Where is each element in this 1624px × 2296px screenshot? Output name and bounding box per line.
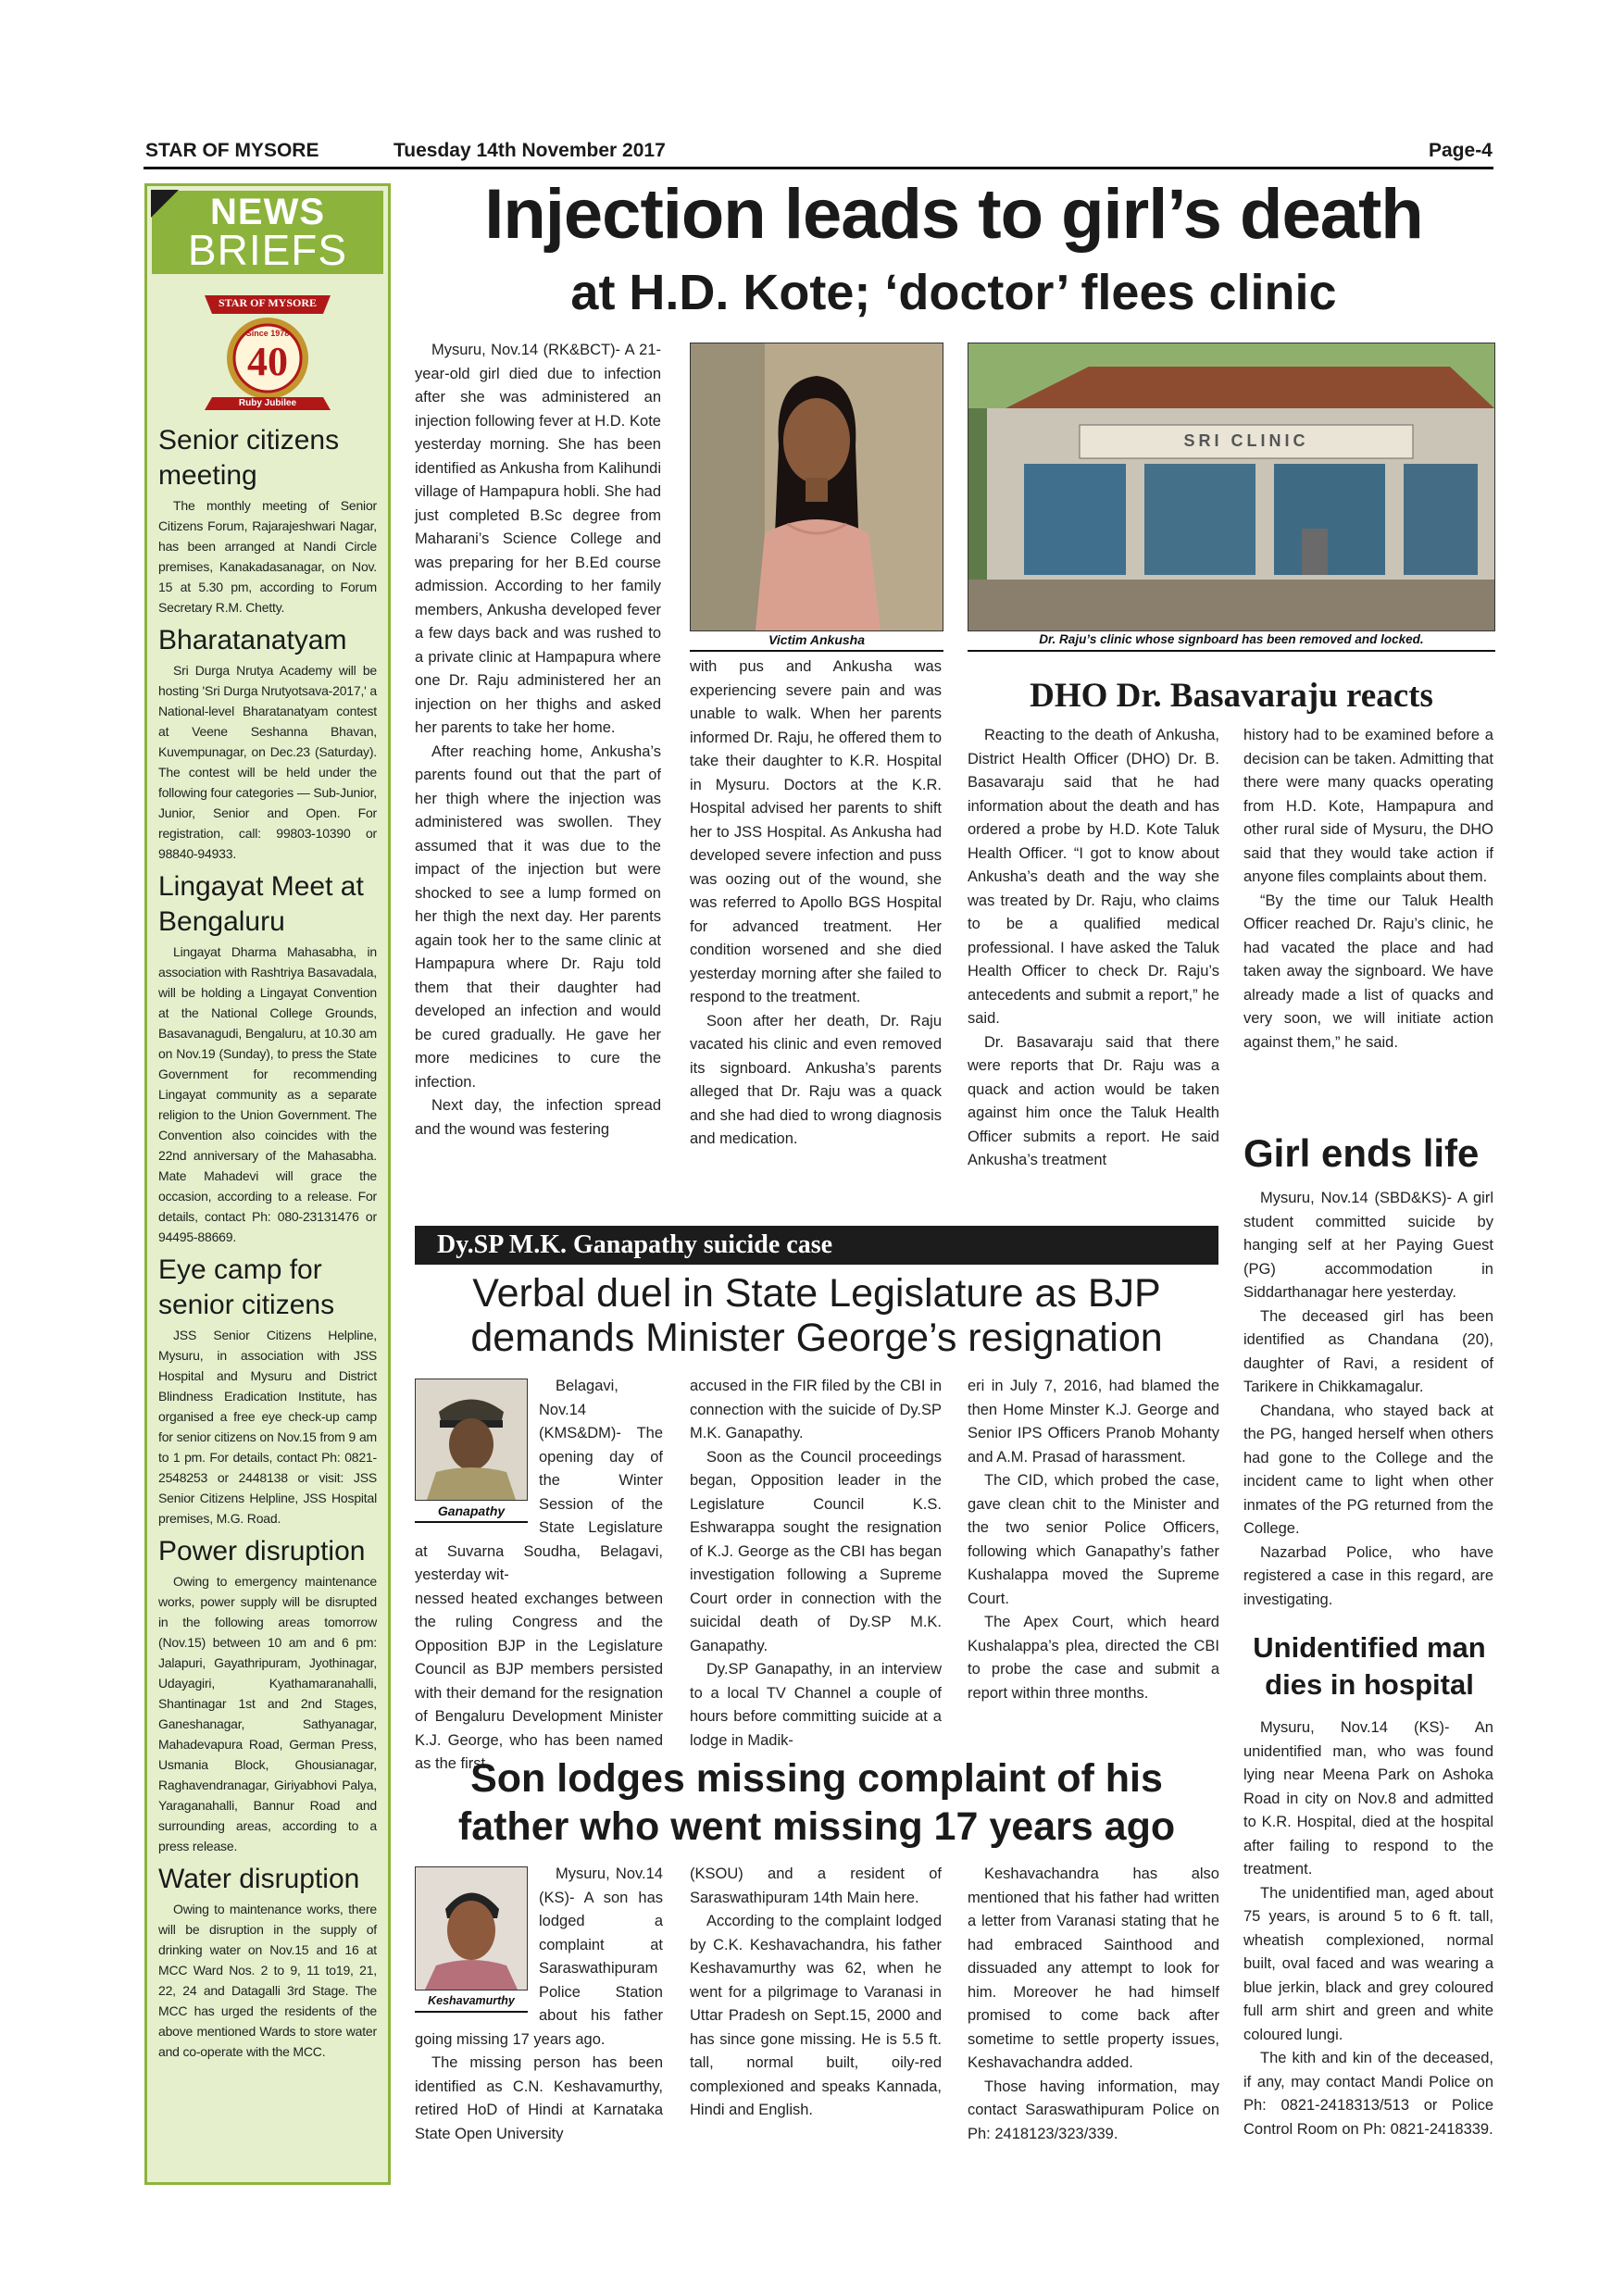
article-paragraph: The missing person has been identified as C.N. Keshavamurthy, retired HoD of Hindi at Karnataka State Open University bbox=[415, 2054, 663, 2142]
article-paragraph: Reacting to the death of Ankusha, District Health Officer (DHO) Dr. B. Basavaraju said that he had information about the death and has ordered a probe by H.D. Kote Taluk Health Officer. “I got to know about Ankusha’s death and the way she was treated by Dr. Raju, who claims to be a qualified medical professional. I have asked the Taluk Health Officer to check Dr. Raju’s antecedents and submit a report,” he said. bbox=[968, 727, 1219, 1027]
logo-since-text: Since 1978 bbox=[245, 329, 290, 338]
article-paragraph: Belagavi, Nov.14 (KMS&DM)- The opening day of the Winter Session of the State Legislature at Suvarna Soudha, Belagavi, yesterday wit- bbox=[415, 1378, 663, 1583]
article-paragraph: The kith and kin of the deceased, if any, may contact Mandi Police on Ph: 0821-2418313/513 or Police Control Room on Ph: 0821-2418339. bbox=[1243, 2050, 1493, 2138]
ganapathy-headline-line2: demands Minister George’s resignation bbox=[470, 1316, 1163, 1360]
article-paragraph: After reaching home, Ankusha’s parents found out that the part of her thigh where the injection was administered was swollen. They assumed that it was due to the impact of the injection but were shocked to see a lump formed on her thigh the next day. Her parents again took her to the same clinic at Hampapura where Dr. Raju told them that their daughter had developed an infection and would be cured gradually. He gave her more medicines to cure the infection. bbox=[415, 742, 661, 1091]
dho-headline: DHO Dr. Basavaraju reacts bbox=[1030, 677, 1433, 715]
lead-column-1 bbox=[415, 339, 661, 1142]
masthead-rule bbox=[144, 167, 1493, 169]
article-paragraph: Those having information, may contact Saraswathipuram Police on Ph: 2418123/323/339. bbox=[968, 2078, 1219, 2142]
brief-body: JSS Senior Citizens Helpline, Mysuru, in association with JSS Hospital and Mysuru and District Blindness Eradication Institute, has organised a free eye check-up camp for senior citizens on Nov.15 from 9 am to 1 pm. For details, contact Ph: 0821-2548253 or 2448138 or visit: JSS Senior Citizens Helpline, JSS Hospital premises, M.G. Road. bbox=[158, 1328, 377, 1526]
brief-item bbox=[158, 423, 377, 618]
article-paragraph: Nazarbad Police, who have registered a case in this regard, are investigating. bbox=[1243, 1543, 1493, 1608]
masthead-page-number: Page-4 bbox=[1429, 140, 1493, 161]
ganapathy-column-3 bbox=[968, 1375, 1219, 1705]
lead-subheadline: at H.D. Kote; ‘doctor’ flees clinic bbox=[570, 265, 1337, 320]
victim-photo-caption: Victim Ankusha bbox=[690, 630, 943, 652]
unidentified-headline-line2: dies in hospital bbox=[1265, 1668, 1474, 1701]
ganapathy-photo-caption: Ganapathy bbox=[415, 1501, 528, 1523]
news-briefs-title-box bbox=[152, 191, 383, 274]
article-paragraph: The unidentified man, aged about 75 years, is around 5 to 6 ft. tall, wheatish complexioned, normal built, oval faced and was wearing a blue jerkin, black and grey coloured full arm shirt and green and white coloured lungi. bbox=[1243, 1884, 1493, 2043]
brief-body: Lingayat Dharma Mahasabha, in association with Rashtriya Basavadala, will be holding a Lingayat Convention at the National College Grounds, Basavanagudi, Bengaluru, at 10.30 am on Nov.19 (Sunday), to press the State Government for recommending Lingayat community as a separate religion to the Union Government. The Convention also coincides with the 22nd anniversary of the Mahasabha. Mate Mahadevi will grace the occasion, according to a release. For details, contact Ph: 080-23131476 or 94495-88669. bbox=[158, 944, 377, 1244]
ganapathy-kicker: Dy.SP M.K. Ganapathy suicide case bbox=[415, 1226, 1218, 1265]
news-briefs-list bbox=[158, 418, 377, 2062]
article-paragraph: According to the complaint lodged by C.K. Keshavachandra, his father Keshavamurthy was 62, when he went for a pilgrimage to Varanasi in Uttar Pradesh on Sept.15, 2000 and has since gone missing. He is 5.5 ft. tall, normal built, oily-red complexioned and speaks Kannada, Hindi and English. bbox=[690, 1913, 942, 2118]
article-paragraph: Keshavachandra has also mentioned that his father had written a letter from Varanasi stating that he had embraced Sainthood and dissuaded any attempt to look for him. Moreover he had himself promised to come back after sometime to settle property issues, Keshavachandra added. bbox=[968, 1866, 1219, 2071]
missing-headline-line1: Son lodges missing complaint of his bbox=[470, 1756, 1163, 1801]
article-paragraph: with pus and Ankusha was experiencing severe pain and was unable to walk. When her parents informed Dr. Raju, he offered them to take their daughter to K.R. Hospital in Mysuru. Doctors at the K.R. Hospital advised her parents to shift her to JSS Hospital. As Ankusha had developed severe infection and puss was oozing out of the wound, she was referred to Apollo BGS Hospital for advanced treatment. Her condition worsened and she died yesterday morning after she failed to respond to the treatment. bbox=[690, 658, 942, 1005]
victim-portrait-image bbox=[691, 343, 943, 630]
article-paragraph: history had to be examined before a decision can be taken. Admitting that there were many quacks operating from H.D. Kote, Hampapura and other rural side of Mysuru, the DHO said that they would take action if anyone files complaints about them. bbox=[1243, 727, 1493, 885]
brief-item bbox=[158, 1862, 377, 2062]
article-paragraph: Chandana, who stayed back at the PG, hanged herself when others had gone to the College and the incident came to light when other inmates of the PG returned from the College. bbox=[1243, 1402, 1493, 1537]
lead-headline: Injection leads to girl’s death bbox=[484, 175, 1423, 254]
masthead-date: Tuesday 14th November 2017 bbox=[394, 140, 666, 161]
brief-title: Eye camp for senior citizens bbox=[158, 1254, 335, 1320]
dho-column-2 bbox=[1243, 724, 1493, 1054]
article-paragraph: “By the time our Taluk Health Officer reached Dr. Raju’s clinic, he had vacated the place and had taken away the signboard. We have already made a list of quacks and very soon, we will initiate action against them,” he said. bbox=[1243, 892, 1493, 1051]
article-paragraph: The CID, which probed the case, gave clean chit to the Minister and the two senior Police Officers, following which Ganapathy’s father Kushalappa moved the Supreme Court. bbox=[968, 1472, 1219, 1607]
clinic-photo-caption: Dr. Raju’s clinic whose signboard has been removed and locked. bbox=[968, 630, 1495, 652]
brief-item bbox=[158, 869, 377, 1247]
news-briefs-title-line2: BRIEFS bbox=[187, 226, 348, 274]
article-paragraph: Dr. Basavaraju said that there were reports that Dr. Raju was a quack and action would be taken against him once the Taluk Health Officer submits a report. He said Ankusha’s treatment bbox=[968, 1033, 1219, 1168]
brief-title: Power disruption bbox=[158, 1536, 366, 1566]
brief-title: Water disruption bbox=[158, 1864, 360, 1894]
article-paragraph: Mysuru, Nov.14 (SBD&KS)- A girl student committed suicide by hanging self at her Paying Guest (PG) accommodation in Siddarthanagar here yesterday. bbox=[1243, 1190, 1493, 1301]
lead-column-2 bbox=[690, 655, 942, 1152]
missing-column-2 bbox=[690, 1863, 942, 2123]
article-paragraph: Dy.SP Ganapathy, in an interview to a local TV Channel a couple of hours before committing suicide at a lodge in Madik- bbox=[690, 1661, 942, 1749]
ganapathy-photo-block bbox=[415, 1379, 530, 1525]
missing-column-1 bbox=[415, 1863, 663, 2146]
keshavamurthy-photo bbox=[415, 1866, 528, 1990]
news-briefs-title-line1: NEWS bbox=[210, 192, 325, 232]
brief-item bbox=[158, 623, 377, 864]
ganapathy-portrait-image bbox=[416, 1379, 527, 1500]
brief-body: Sri Durga Nrutya Academy will be hosting 'Sri Durga Nrutyotsava-2017,' a National-level Bharatanatyam contest at Veene Seshanna Bhavan, Kuvempunagar, on Dec.23 (Saturday). The contest will be held under the following four categories — Sub-Junior, Junior, Senior and Open. For registration, call: 99803-10390 or 98840-94933. bbox=[158, 663, 377, 861]
unidentified-column bbox=[1243, 1716, 1493, 2141]
brief-title: Senior citizens meeting bbox=[158, 425, 340, 491]
article-paragraph: Mysuru, Nov.14 (RK&BCT)- A 21-year-old girl died due to infection after she was administered an injection following fever at H.D. Kote yesterday morning. She has been identified as Ankusha from Kalihundi village of Hampapura hobli. She had just completed B.Sc degree from Maharani’s Science College and was preparing for her B.Ed course admission. According to her family members, Ankusha developed fever a few days back and was rushed to a private clinic at Hampapura where one Dr. Raju administered her an injection on her thighs and asked her parents to take her home. bbox=[415, 342, 662, 736]
ganapathy-headline-line1: Verbal duel in State Legislature as BJP bbox=[472, 1271, 1161, 1316]
logo-number: 40 bbox=[247, 339, 288, 384]
ganapathy-column-1 bbox=[415, 1375, 663, 1777]
girl-headline: Girl ends life bbox=[1243, 1131, 1480, 1175]
masthead-paper-name: STAR OF MYSORE bbox=[145, 140, 319, 161]
brief-item bbox=[158, 1534, 377, 1856]
ganapathy-column-2 bbox=[690, 1375, 942, 1753]
article-paragraph: The Apex Court, which heard Kushalappa’s plea, directed the CBI to probe the case and submit a report within three months. bbox=[968, 1614, 1219, 1702]
victim-photo bbox=[690, 343, 943, 631]
ruby-jubilee-logo bbox=[194, 286, 342, 416]
article-paragraph: Next day, the infection spread and the wound was festering bbox=[415, 1097, 661, 1138]
brief-title: Bharatanatyam bbox=[158, 625, 347, 655]
logo-bottom-text: Ruby Jubilee bbox=[238, 398, 297, 408]
brief-title: Lingayat Meet at Bengaluru bbox=[158, 871, 364, 937]
clinic-building-image bbox=[968, 343, 1494, 630]
brief-body: Owing to emergency maintenance works, power supply will be disrupted in the following areas tomorrow (Nov.15) between 10 am and 6 pm: Jalapuri, Gayathripuram, Jyothinagar, Udayagiri, Kyathamaranahalli, Shantinagar 1st and 2nd Stages, Ganeshanagar, Sathyanagar, Mahadevapura Road, German Press, Usmania Block, Ghousianagar, Raghavendranagar, Giriyabhovi Palya, Yaraganahalli, Bannur Road and surrounding areas, according to a press release. bbox=[158, 1574, 377, 1853]
clinic-sign-text: SRI CLINIC bbox=[1183, 431, 1309, 450]
article-paragraph: Soon after her death, Dr. Raju vacated his clinic and even removed its signboard. Ankusha’s parents alleged that Dr. Raju was a quack and she had died to wrong diagnosis and medication. bbox=[690, 1012, 942, 1147]
article-paragraph: Soon as the Council proceedings began, Opposition leader in the Legislature Council K.S. Eshwarappa sought the resignation of K.J. George as the CBI has began investigation following a Supreme Court order in connection with the suicidal death of Dy.SP M.K. Ganapathy. bbox=[690, 1448, 942, 1654]
article-paragraph: eri in July 7, 2016, had blamed the then Home Minster K.J. George and Senior IPS Officers Pranob Mohanty and A.M. Prasad of harassment. bbox=[968, 1378, 1219, 1466]
article-paragraph: Mysuru, Nov.14 (KS)- A son has lodged a complaint at Saraswathipuram Police Station about his father going missing 17 years ago. bbox=[415, 1866, 663, 2048]
girl-column bbox=[1243, 1187, 1493, 1612]
brief-body: The monthly meeting of Senior Citizens Forum, Rajarajeshwari Nagar, has been arranged at Nandi Circle premises, Kanakadasanagar, on Nov. 15 at 5.30 pm, according to Forum Secretary R.M. Chetty. bbox=[158, 498, 377, 615]
brief-body: Owing to maintenance works, there will be disruption in the supply of drinking water on Nov.15 and 16 at MCC Ward Nos. 2 to 9, 11 to19, 21, 22, 24 and Datagalli 3rd Stage. The MCC has urged the residents of the above mentioned Wards to store water and co-operate with the MCC. bbox=[158, 1902, 377, 2059]
keshavamurthy-photo-block bbox=[415, 1866, 530, 2015]
news-briefs-sidebar bbox=[144, 183, 391, 2185]
ganapathy-photo bbox=[415, 1379, 528, 1501]
missing-headline-line2: father who went missing 17 years ago bbox=[457, 1804, 1176, 1849]
article-paragraph: The deceased girl has been identified as Chandana (20), daughter of Ravi, a resident of Tarikere in Chikkamagalur. bbox=[1243, 1307, 1493, 1395]
article-paragraph: accused in the FIR filed by the CBI in connection with the suicide of Dy.SP M.K. Ganapathy. bbox=[690, 1378, 942, 1441]
missing-column-3 bbox=[968, 1863, 1219, 2146]
article-paragraph: (KSOU) and a resident of Saraswathipuram 14th Main here. bbox=[690, 1866, 942, 1906]
clinic-photo bbox=[968, 343, 1495, 631]
dho-column-1 bbox=[968, 724, 1219, 1173]
article-paragraph: Mysuru, Nov.14 (KS)- An unidentified man, who was found lying near Meena Park on Ashoka Road in city on Nov.8 and admitted to K.R. Hospital, died at the hospital after failing to respond to the treatment. bbox=[1243, 1719, 1493, 1878]
brief-item bbox=[158, 1253, 377, 1529]
unidentified-headline-line1: Unidentified man bbox=[1253, 1631, 1486, 1664]
keshavamurthy-photo-caption: Keshavamurthy bbox=[415, 1990, 528, 2013]
keshavamurthy-portrait-image bbox=[416, 1867, 527, 1990]
article-paragraph: nessed heated exchanges between the ruling Congress and the Opposition BJP in the Legislature Council as BJP members persisted with their demand for the resignation of Bengaluru Development Minister K.J. George, who has been named as the first bbox=[415, 1590, 663, 1772]
logo-top-text: STAR OF MYSORE bbox=[218, 296, 317, 309]
